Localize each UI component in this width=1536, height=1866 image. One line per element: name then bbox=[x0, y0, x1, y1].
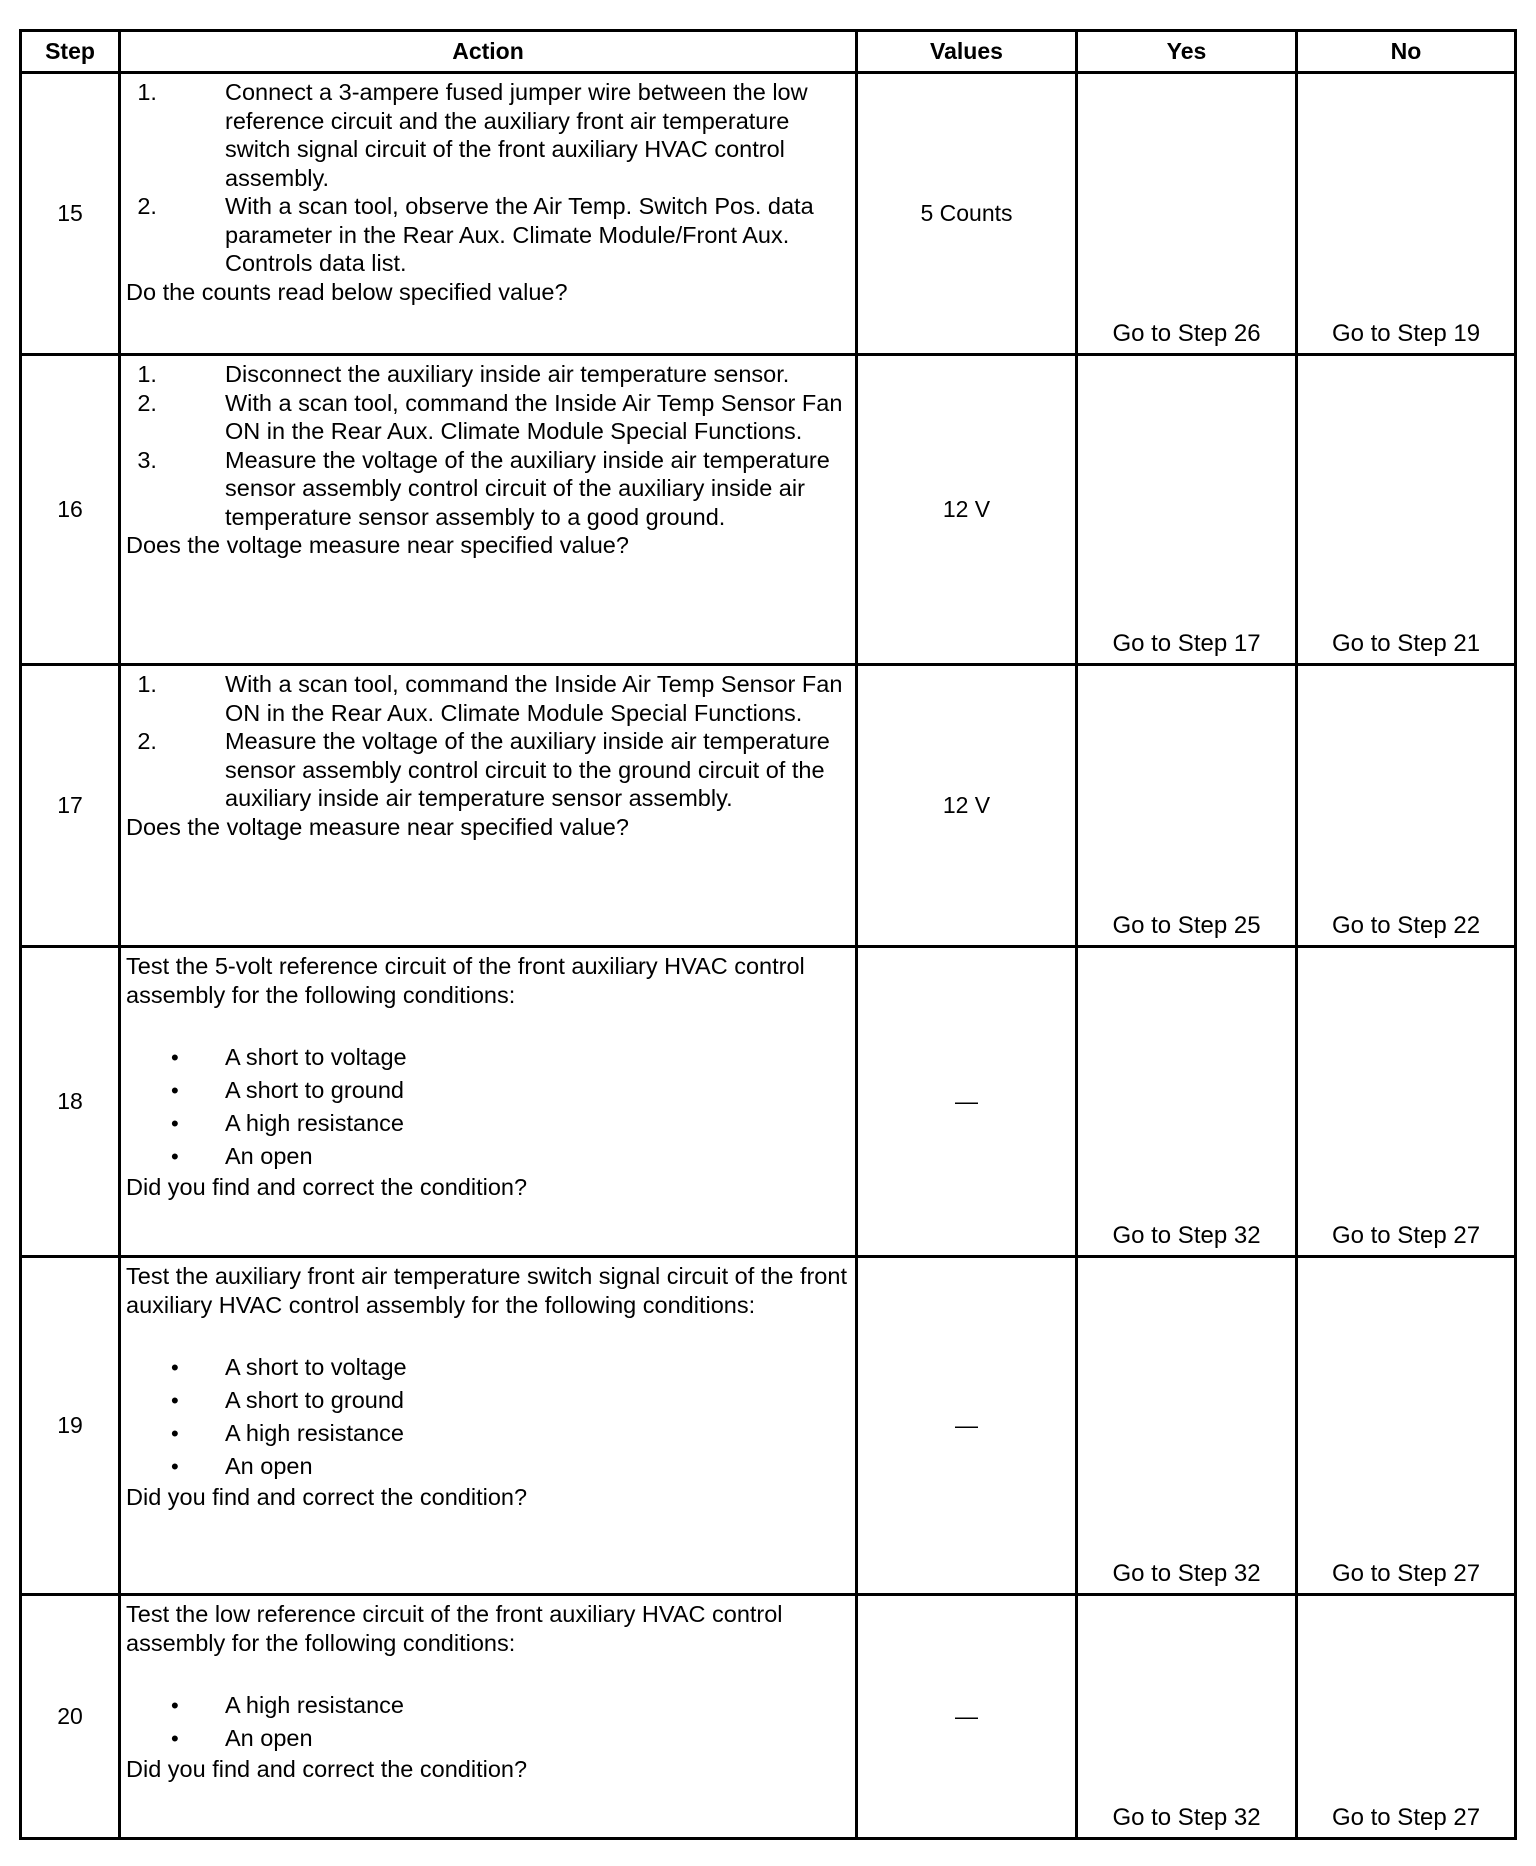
procedure-step: 2. With a scan tool, observe the Air Temp. Switch Pos. data parameter in the Rear Aux. Climate Module/Front Aux. Controls data list. bbox=[170, 192, 851, 278]
action-question: Does the voltage measure near specified value? bbox=[126, 532, 629, 558]
procedure-step: 1. Connect a 3-ampere fused jumper wire between the low reference circuit and the auxiliary front air temperature switch signal circuit of the front auxiliary HVAC control assembly. bbox=[170, 78, 851, 192]
no-cell: Go to Step 27 bbox=[1297, 1595, 1516, 1839]
no-cell: Go to Step 22 bbox=[1297, 665, 1516, 947]
no-cell: Go to Step 21 bbox=[1297, 355, 1516, 665]
condition-item: • A short to ground bbox=[170, 1074, 851, 1107]
header-step: Step bbox=[21, 31, 120, 73]
condition-item: • A high resistance bbox=[170, 1417, 851, 1450]
action-cell bbox=[120, 947, 857, 1257]
no-cell: Go to Step 19 bbox=[1297, 73, 1516, 355]
procedure-step: 2. Measure the voltage of the auxiliary inside air temperature sensor assembly control circuit to the ground circuit of the auxiliary inside air temperature sensor assembly. bbox=[170, 727, 851, 813]
procedure-step: 1. With a scan tool, command the Inside Air Temp Sensor Fan ON in the Rear Aux. Climate Module Special Functions. bbox=[170, 670, 851, 727]
condition-list bbox=[126, 1689, 851, 1755]
value-cell: — bbox=[857, 947, 1077, 1257]
header-yes: Yes bbox=[1077, 31, 1297, 73]
step-number: 19 bbox=[21, 1257, 120, 1595]
table-row bbox=[21, 355, 1516, 665]
diagnostic-table bbox=[19, 29, 1517, 1840]
value-cell: 12 V bbox=[857, 355, 1077, 665]
action-question: Did you find and correct the condition? bbox=[126, 1174, 528, 1200]
header-values: Values bbox=[857, 31, 1077, 73]
condition-item: • An open bbox=[170, 1722, 851, 1755]
condition-list bbox=[126, 1041, 851, 1173]
action-cell bbox=[120, 1595, 857, 1839]
action-cell bbox=[120, 73, 857, 355]
action-intro: Test the 5-volt reference circuit of the front auxiliary HVAC control assembly for the following conditions: bbox=[126, 953, 805, 1008]
table-row bbox=[21, 1257, 1516, 1595]
table-row bbox=[21, 1595, 1516, 1839]
action-question: Did you find and correct the condition? bbox=[126, 1484, 528, 1510]
procedure-list bbox=[126, 670, 851, 813]
condition-item: • A short to ground bbox=[170, 1384, 851, 1417]
no-cell: Go to Step 27 bbox=[1297, 947, 1516, 1257]
step-number: 15 bbox=[21, 73, 120, 355]
table-row bbox=[21, 73, 1516, 355]
condition-item: • A short to voltage bbox=[170, 1351, 851, 1384]
step-number: 20 bbox=[21, 1595, 120, 1839]
condition-item: • A short to voltage bbox=[170, 1041, 851, 1074]
condition-item: • An open bbox=[170, 1450, 851, 1483]
value-cell: 12 V bbox=[857, 665, 1077, 947]
procedure-step: 1. Disconnect the auxiliary inside air temperature sensor. bbox=[170, 360, 851, 389]
procedure-list bbox=[126, 78, 851, 278]
procedure-list bbox=[126, 360, 851, 531]
condition-list bbox=[126, 1351, 851, 1483]
action-cell bbox=[120, 355, 857, 665]
step-number: 16 bbox=[21, 355, 120, 665]
no-cell: Go to Step 27 bbox=[1297, 1257, 1516, 1595]
action-cell bbox=[120, 1257, 857, 1595]
yes-cell: Go to Step 32 bbox=[1077, 947, 1297, 1257]
header-row bbox=[21, 31, 1516, 73]
step-number: 18 bbox=[21, 947, 120, 1257]
table-row bbox=[21, 947, 1516, 1257]
yes-cell: Go to Step 17 bbox=[1077, 355, 1297, 665]
action-question: Do the counts read below specified value? bbox=[126, 278, 568, 305]
value-cell: 5 Counts bbox=[857, 73, 1077, 355]
action-intro: Test the low reference circuit of the front auxiliary HVAC control assembly for the following conditions: bbox=[126, 1601, 783, 1656]
yes-cell: Go to Step 25 bbox=[1077, 665, 1297, 947]
action-question: Does the voltage measure near specified value? bbox=[126, 813, 629, 840]
procedure-step: 2. With a scan tool, command the Inside Air Temp Sensor Fan ON in the Rear Aux. Climate Module Special Functions. bbox=[170, 389, 851, 446]
table-row bbox=[21, 665, 1516, 947]
value-cell: — bbox=[857, 1257, 1077, 1595]
step-number: 17 bbox=[21, 665, 120, 947]
condition-item: • An open bbox=[170, 1140, 851, 1173]
yes-cell: Go to Step 26 bbox=[1077, 73, 1297, 355]
yes-cell: Go to Step 32 bbox=[1077, 1595, 1297, 1839]
action-question: Did you find and correct the condition? bbox=[126, 1756, 528, 1782]
header-action: Action bbox=[120, 31, 857, 73]
procedure-step: 3. Measure the voltage of the auxiliary inside air temperature sensor assembly control circuit of the auxiliary inside air temperature sensor assembly to a good ground. bbox=[170, 446, 851, 532]
value-cell: — bbox=[857, 1595, 1077, 1839]
condition-item: • A high resistance bbox=[170, 1107, 851, 1140]
header-no: No bbox=[1297, 31, 1516, 73]
yes-cell: Go to Step 32 bbox=[1077, 1257, 1297, 1595]
action-cell bbox=[120, 665, 857, 947]
condition-item: • A high resistance bbox=[170, 1689, 851, 1722]
action-intro: Test the auxiliary front air temperature switch signal circuit of the front auxiliary HVAC control assembly for the following conditions: bbox=[126, 1263, 847, 1318]
